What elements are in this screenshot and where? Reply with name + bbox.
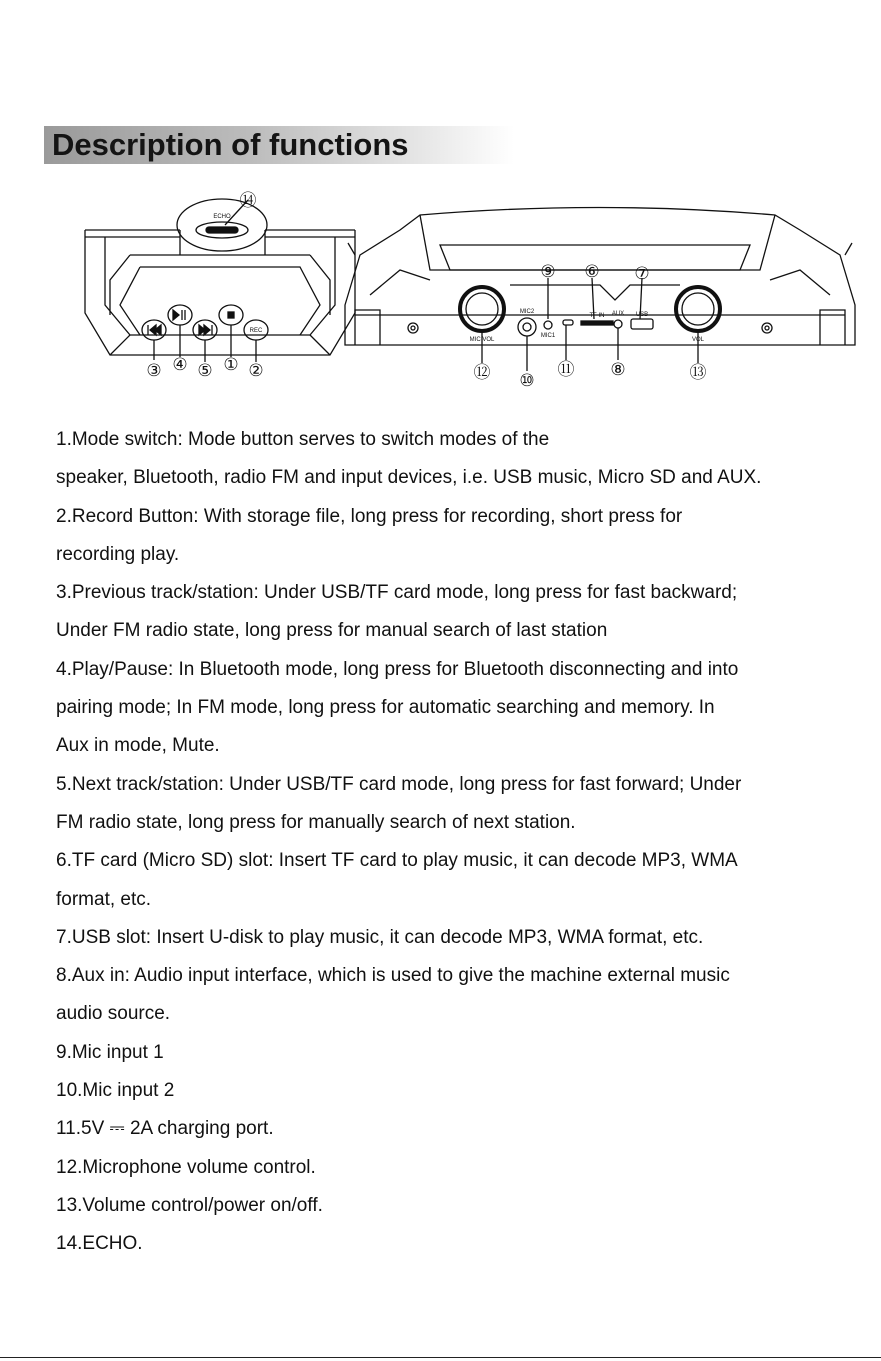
usb-port-icon [631, 319, 653, 329]
aux-jack-icon [614, 320, 622, 328]
description-line: 8.Aux in: Audio input interface, which is used to give the machine external music [56, 965, 730, 987]
callout-5: ⑤ [197, 361, 213, 380]
callout-9: ⑨ [540, 262, 556, 281]
aux-label: AUX [611, 311, 625, 317]
mic-vol-label: MIC VOL [469, 337, 495, 343]
callout-7: ⑦ [634, 264, 650, 283]
tf-label: TF IN [589, 313, 605, 319]
callout-12: ⑫ [473, 363, 491, 382]
description-line: Under FM radio state, long press for manual search of last station [56, 620, 608, 642]
charging-port-icon [563, 320, 573, 325]
description-line: format, etc. [56, 888, 152, 910]
description-line: FM radio state, long press for manually search of next station. [56, 811, 576, 833]
callout-3: ③ [146, 361, 162, 380]
mic1-jack-icon [544, 321, 552, 329]
description-line: 1.Mode switch: Mode button serves to switch modes of the [56, 429, 550, 450]
description-line: 13.Volume control/power on/off. [56, 1194, 323, 1216]
callout-11: ⑪ [557, 360, 575, 379]
description-line: 14.ECHO. [56, 1233, 143, 1255]
description-line: 3.Previous track/station: Under USB/TF card mode, long press for fast backward; [56, 582, 738, 604]
page-title: Description of functions [52, 127, 409, 162]
echo-slider-icon [206, 227, 238, 233]
function-description-list [56, 421, 866, 1264]
previous-button-icon [142, 320, 166, 340]
description-line: pairing mode; In FM mode, long press for automatic searching and memory. In [56, 697, 715, 719]
description-line: 9.Mic input 1 [56, 1041, 164, 1063]
mic2-label: MIC2 [519, 309, 535, 315]
callout-4: ④ [172, 355, 188, 374]
mode-button-icon [219, 305, 243, 325]
play-pause-button-icon [168, 305, 192, 325]
description-line: 10.Mic input 2 [56, 1080, 175, 1102]
callout-2: ② [248, 361, 264, 380]
tf-card-slot-icon [581, 321, 613, 325]
description-line: 11.5V ⎓ 2A charging port. [56, 1118, 274, 1140]
callout-14: ⑭ [239, 191, 257, 210]
description-line: 6.TF card (Micro SD) slot: Insert TF card to play music, it can decode MP3, WMA [56, 850, 738, 872]
description-line: 2.Record Button: With storage file, long press for recording, short press for [56, 505, 683, 527]
echo-label: ECHO [213, 214, 231, 220]
description-line: Aux in mode, Mute. [56, 735, 220, 757]
description-line: 5.Next track/station: Under USB/TF card mode, long press for fast forward; Under [56, 773, 742, 795]
usb-label: USB [635, 312, 649, 318]
mic2-jack-icon [518, 318, 536, 336]
description-line: 12.Microphone volume control. [56, 1156, 316, 1178]
callout-8: ⑧ [610, 360, 626, 379]
callout-10: ⑩ [519, 371, 535, 390]
description-line: audio source. [56, 1003, 171, 1025]
mic-volume-knob-icon [460, 287, 504, 331]
description-line: recording play. [56, 543, 180, 565]
top-view-drawing [85, 199, 355, 355]
callout-6: ⑥ [584, 262, 600, 281]
description-line: speaker, Bluetooth, radio FM and input devices, i.e. USB music, Micro SD and AUX. [56, 467, 762, 489]
vol-label: VOL [691, 337, 705, 343]
footer-divider [0, 1357, 881, 1358]
callout-13: ⑬ [689, 363, 707, 382]
mic1-label: MIC1 [540, 333, 556, 339]
callout-1: ① [223, 355, 239, 374]
description-line: 7.USB slot: Insert U-disk to play music, it can decode MP3, WMA format, etc. [56, 926, 704, 948]
volume-knob-icon [676, 287, 720, 331]
speaker-diagram [70, 185, 860, 400]
description-line: 4.Play/Pause: In Bluetooth mode, long press for Bluetooth disconnecting and into [56, 658, 739, 680]
next-button-icon [193, 320, 217, 340]
rec-label: REC [249, 328, 263, 334]
